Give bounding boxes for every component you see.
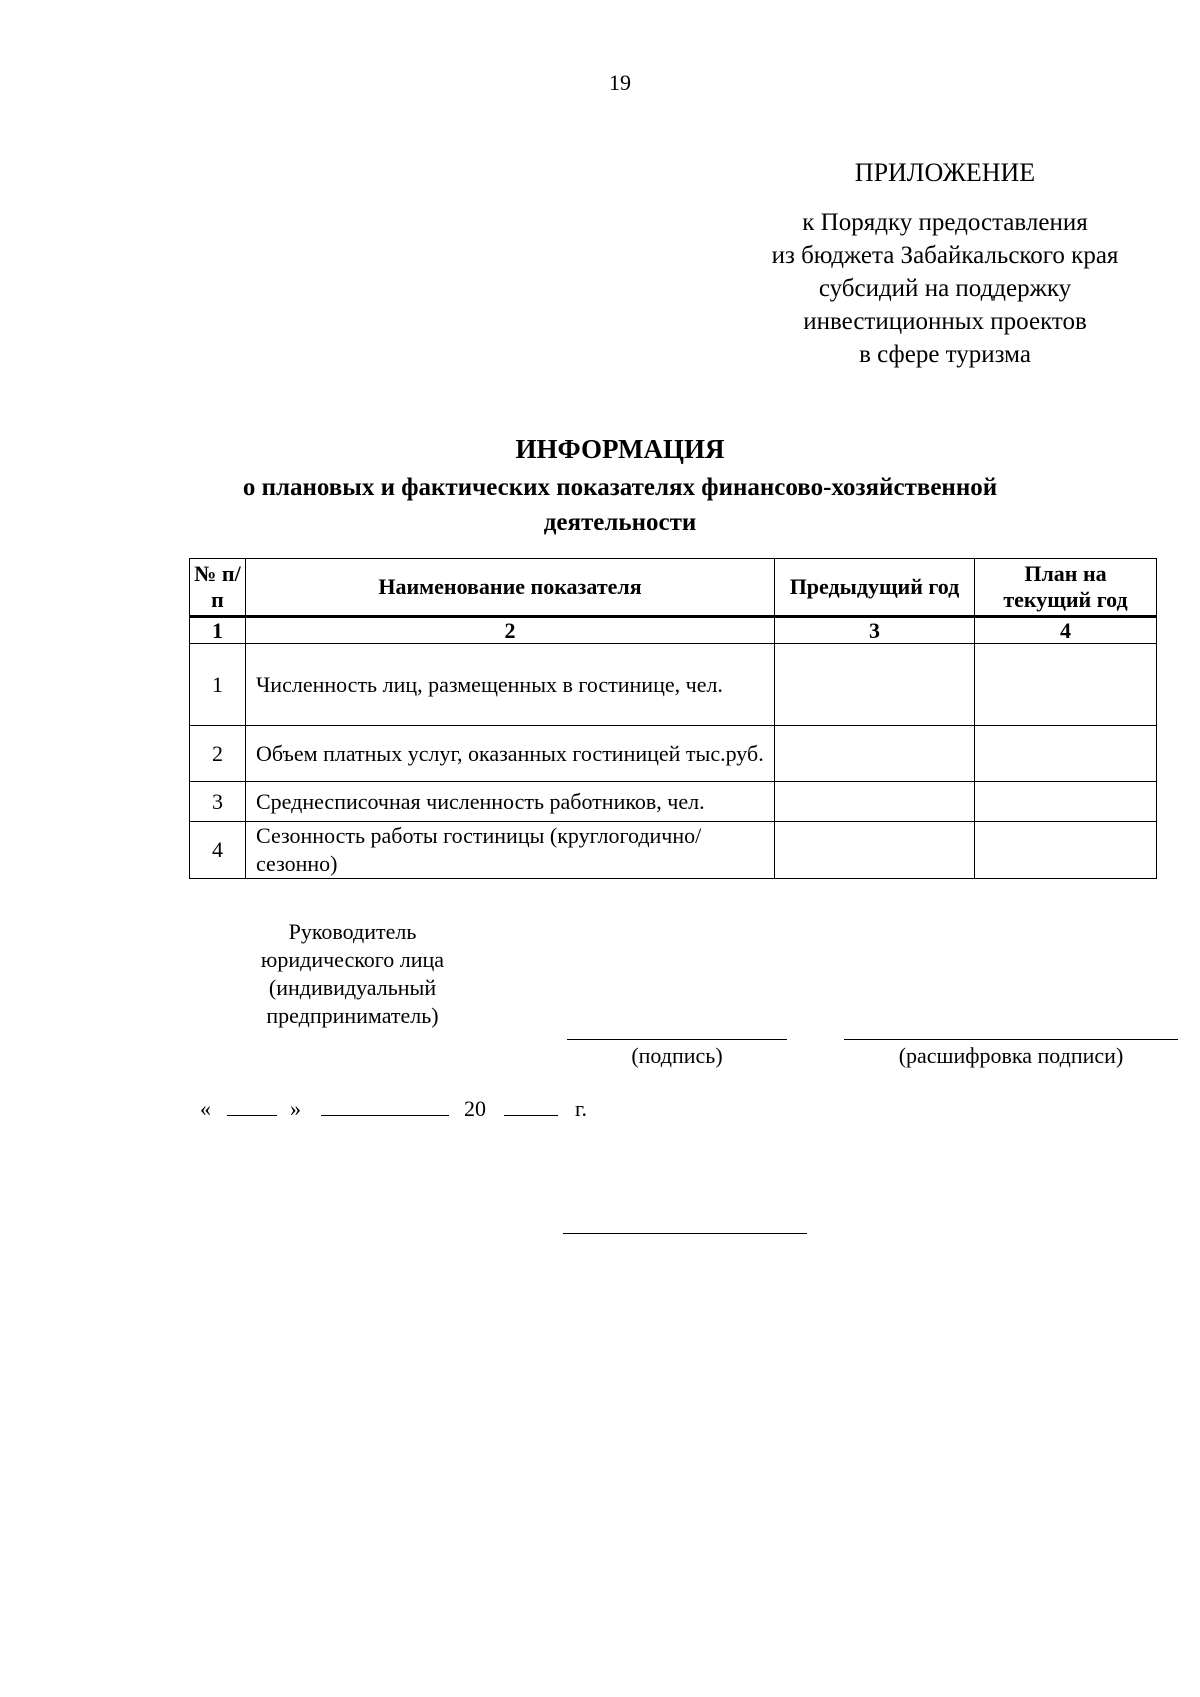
signer-line: юридического лица: [260, 947, 445, 972]
year-suffix: г.: [575, 1096, 588, 1121]
date-open-quote: «: [200, 1096, 211, 1121]
signature-caption: (подпись): [631, 1043, 723, 1068]
current-plan-cell[interactable]: [975, 644, 1157, 726]
indicator-name: Объем платных услуг, оказанных гостиницей тыс.руб.: [246, 726, 775, 782]
header-number: № п/п: [190, 559, 246, 617]
signature-decoding-line[interactable]: [844, 1039, 1178, 1040]
appendix-line: субсидий на поддержку: [818, 275, 1072, 302]
previous-year-cell[interactable]: [775, 726, 975, 782]
date-close-quote: »: [290, 1096, 301, 1121]
signer-line: (индивидуальный: [268, 975, 437, 1000]
column-number: 4: [975, 617, 1157, 644]
year-prefix: 20: [464, 1096, 486, 1121]
row-number: 2: [190, 726, 246, 782]
current-plan-cell[interactable]: [975, 726, 1157, 782]
page-number: 19: [609, 70, 631, 95]
day-blank[interactable]: [227, 1093, 277, 1116]
appendix-line: инвестиционных проектов: [803, 308, 1087, 335]
year-blank[interactable]: [504, 1093, 558, 1116]
signer-label: [230, 918, 475, 1030]
footer-separator: [563, 1233, 807, 1234]
subtitle-line: о плановых и фактических показателях финансово-хозяйственной: [242, 474, 998, 501]
document-subtitle: [150, 470, 1090, 540]
signature-decoding-caption: (расшифровка подписи): [898, 1043, 1124, 1068]
column-number: 1: [190, 617, 246, 644]
row-number: 3: [190, 782, 246, 822]
row-number: 4: [190, 822, 246, 879]
column-number-row: [190, 617, 1157, 644]
appendix-title: ПРИЛОЖЕНИЕ: [854, 158, 1036, 187]
subtitle-line: деятельности: [543, 509, 697, 536]
indicator-name: Среднесписочная численность работников, чел.: [246, 782, 775, 822]
previous-year-cell[interactable]: [775, 822, 975, 879]
indicator-name: Сезонность работы гостиницы (круглогодично/сезонно): [246, 822, 775, 879]
appendix-line: в сфере туризма: [859, 341, 1031, 368]
header-previous-year: Предыдущий год: [775, 559, 975, 617]
previous-year-cell[interactable]: [775, 644, 975, 726]
table-row: [190, 644, 1157, 726]
signature-line[interactable]: [567, 1039, 787, 1040]
header-indicator-name: Наименование показателя: [246, 559, 775, 617]
table-row: [190, 726, 1157, 782]
document-title: ИНФОРМАЦИЯ: [515, 434, 725, 464]
column-number: 2: [246, 617, 775, 644]
indicator-name: Численность лиц, размещенных в гостинице, чел.: [246, 644, 775, 726]
current-plan-cell[interactable]: [975, 822, 1157, 879]
appendix-reference: [680, 206, 1200, 371]
signer-line: предприниматель): [266, 1003, 439, 1028]
previous-year-cell[interactable]: [775, 782, 975, 822]
current-plan-cell[interactable]: [975, 782, 1157, 822]
table-header-row: [190, 559, 1157, 617]
date-field: [200, 1093, 587, 1122]
month-blank[interactable]: [321, 1093, 449, 1116]
table-row: [190, 822, 1157, 879]
signer-line: Руководитель: [288, 919, 417, 944]
column-number: 3: [775, 617, 975, 644]
row-number: 1: [190, 644, 246, 726]
indicators-table: [189, 558, 1157, 879]
appendix-line: к Порядку предоставления: [802, 209, 1088, 236]
appendix-line: из бюджета Забайкальского края: [771, 242, 1119, 269]
table-row: [190, 782, 1157, 822]
header-current-plan: План на текущий год: [975, 559, 1157, 617]
